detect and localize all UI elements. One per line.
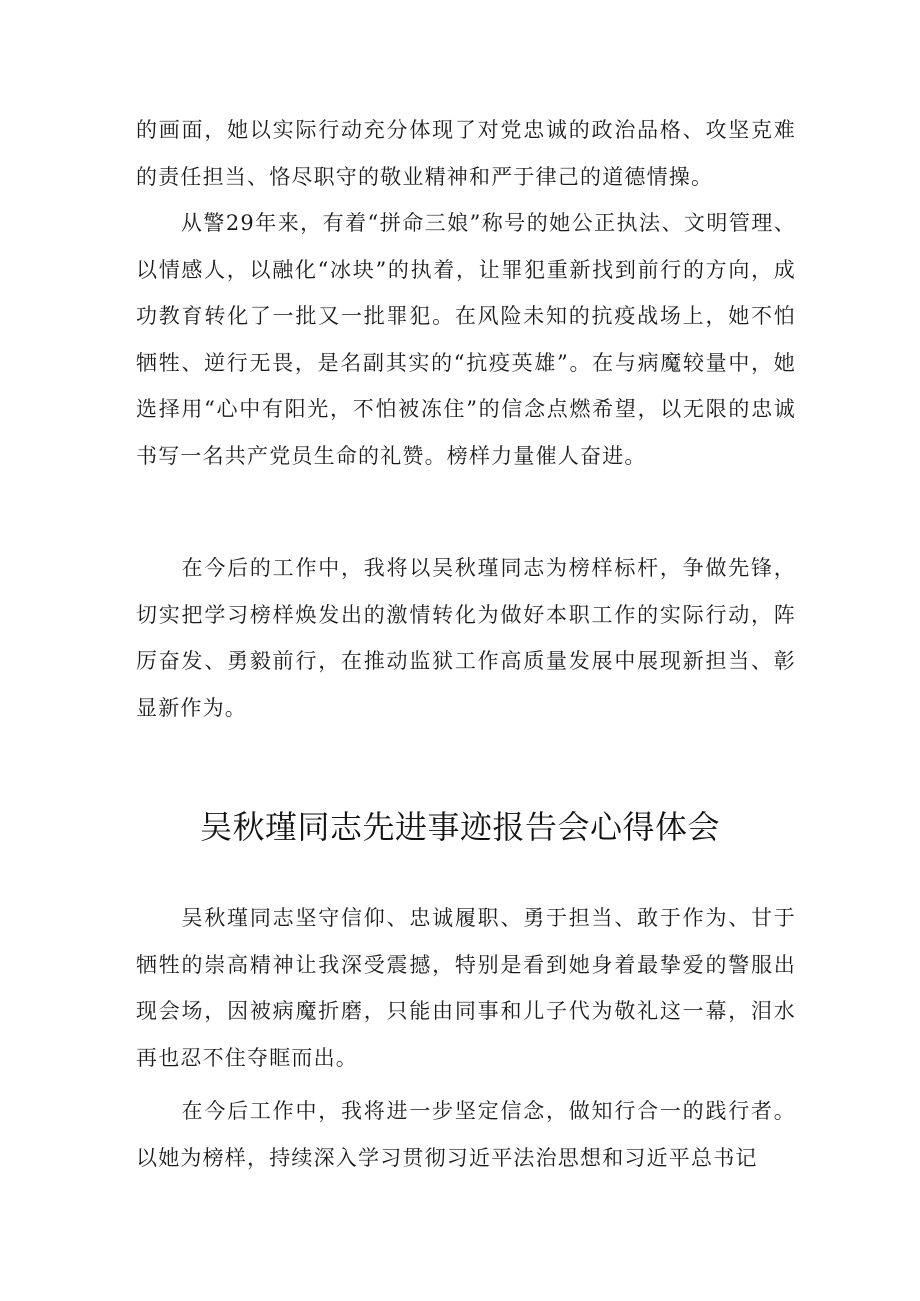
paragraph-1: 的画面，她以实际行动充分体现了对党忠诚的政治品格、攻坚克难的责任担当、恪尽职守的敬业精神和严于律己的道德情操。 [136, 118, 796, 189]
paragraph-5: 在今后工作中，我将进一步坚定信念，做知行合一的践行者。以她为榜样，持续深入学习贯彻习近平法治思想和习近平总书记 [136, 1099, 796, 1170]
paragraph-2: 从警29年来，有着“拼命三娘”称号的她公正执法、文明管理、以情感人，以融化“冰块”的执着，让罪犯重新找到前行的方向，成功教育转化了一批又一批罪犯。在风险未知的抗疫战场上，她不怕牺牲、逆行无畏，是名副其实的“抗疫英雄”。在与病魔较量中，她选择用“心中有阳光，不怕被冻住”的信念点燃希望，以无限的忠诚书写一名共产党员生命的礼赞。榜样力量催人奋进。 [136, 211, 796, 468]
paragraph-3: 在今后的工作中，我将以吴秋瑾同志为榜样标杆，争做先锋，切实把学习榜样焕发出的激情转化为做好本职工作的实际行动，阵厉奋发、勇毅前行，在推动监狱工作高质量发展中展现新担当、彰显新作为。 [136, 556, 796, 720]
paragraph-4: 吴秋瑾同志坚守信仰、忠诚履职、勇于担当、敢于作为、甘于牺牲的崇高精神让我深受震撼，特别是看到她身着最挚爱的警服出现会场，因被病魔折磨，只能由同事和儿子代为敬礼这一幕，泪水再也忍不住夺眶而出。 [136, 906, 796, 1070]
article-title: 吴秋瑾同志先进事迹报告会心得体会 [199, 808, 720, 846]
